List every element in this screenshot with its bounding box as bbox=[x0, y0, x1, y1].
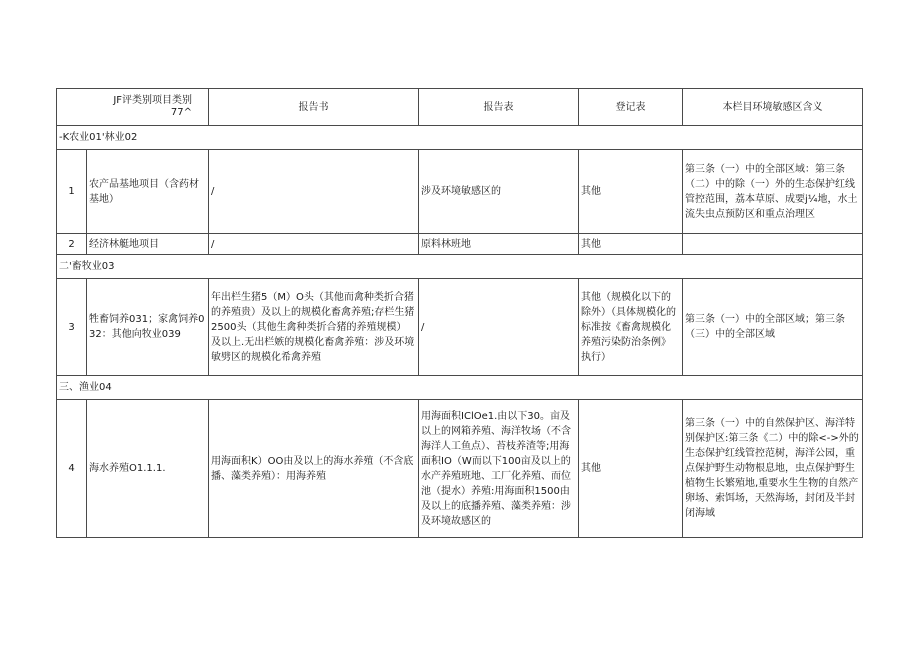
table-row bbox=[57, 400, 863, 538]
row-number: 3 bbox=[57, 279, 87, 376]
row-sensitive-area: 第三条（一）中的自然保护区、海洋特别保护区:第三条《二）中的除<->外的生态保护红线管控范树，海洋公园，重点保护野生动物根息地，虫点保护野生植物生长繁殖地,重要水生生物的自然产卵场、索饵场，天然海场，封闭及半封闭海域 bbox=[683, 400, 863, 538]
header-report-book: 报告书 bbox=[209, 89, 419, 126]
row-report-book: 年出栏生猪5（M）O头（其他而禽种类折合猪的养殖贵）及以上的规模化畜禽养殖;存栏生猪2500头（其他生禽种类折合猪的养殖规模）及以上.无出栏嫉的规模化畜禽养殖：涉及环境敏劈区的规模化希禽养殖 bbox=[209, 279, 419, 376]
row-category: 农产品基地项目（含药材基地） bbox=[87, 150, 209, 234]
section-title: -K农业01'林业02 bbox=[57, 126, 863, 150]
row-category: 经济林艇地项目 bbox=[87, 234, 209, 255]
header-category-label: JF评类别项目类别 bbox=[113, 95, 193, 106]
table-row bbox=[57, 150, 863, 234]
section-row bbox=[57, 255, 863, 279]
header-sensitive-area: 本栏目环境敏感区含义 bbox=[683, 89, 863, 126]
row-report-book: 用海面积K）OO由及以上的海水养殖（不含底播、藻类养殖）：用海养殖 bbox=[209, 400, 419, 538]
row-register: 其他（规模化以下的除外）（具体规模化的标准按《畜禽规模化养殖污染防治条例》执行） bbox=[579, 279, 683, 376]
row-register: 其他 bbox=[579, 400, 683, 538]
row-report-book: / bbox=[209, 150, 419, 234]
header-category-sublabel: 77^ bbox=[170, 107, 193, 118]
row-sensitive-area: 第三条（一）中的全部区域；第三条（三）中的全部区域 bbox=[683, 279, 863, 376]
row-report-table: 涉及环境敏感区的 bbox=[419, 150, 579, 234]
row-report-book: / bbox=[209, 234, 419, 255]
table-row bbox=[57, 234, 863, 255]
header-category-cell bbox=[57, 89, 209, 126]
row-report-table: / bbox=[419, 279, 579, 376]
row-register: 其他 bbox=[579, 234, 683, 255]
row-number: 4 bbox=[57, 400, 87, 538]
classification-table bbox=[56, 88, 863, 538]
section-row bbox=[57, 126, 863, 150]
section-title: 三、渔业04 bbox=[57, 376, 863, 400]
section-row bbox=[57, 376, 863, 400]
row-category: 牲畜饲养031；家禽饲养032：其他向牧业039 bbox=[87, 279, 209, 376]
header-report-table: 报告表 bbox=[419, 89, 579, 126]
section-title: 二'畜牧业03 bbox=[57, 255, 863, 279]
row-report-table: 用海面积IClOe1.由以下30。亩及以上的网箱养殖、海洋牧场（不含海洋人工鱼点）、苔枝养渣等;用海面积IO（W而以下100亩及以上的水产养殖班地、工厂化养殖、而位池（提水）养殖:用海面积1500由及以上的底播养殖、藻类养殖：涉及环境故感区的 bbox=[419, 400, 579, 538]
header-register: 登记表 bbox=[579, 89, 683, 126]
row-sensitive-area: 第三条（一）中的全部区域：第三条（二）中的除（一）外的生态保护红线管控范围，荔本草原、成要j¼地，水土流失虫点预防区和重点治理区 bbox=[683, 150, 863, 234]
row-number: 1 bbox=[57, 150, 87, 234]
table-row bbox=[57, 279, 863, 376]
row-category: 海水养殖O1.1.1. bbox=[87, 400, 209, 538]
row-register: 其他 bbox=[579, 150, 683, 234]
row-sensitive-area bbox=[683, 234, 863, 255]
table-header-row bbox=[57, 89, 863, 126]
row-number: 2 bbox=[57, 234, 87, 255]
row-report-table: 原料林班地 bbox=[419, 234, 579, 255]
